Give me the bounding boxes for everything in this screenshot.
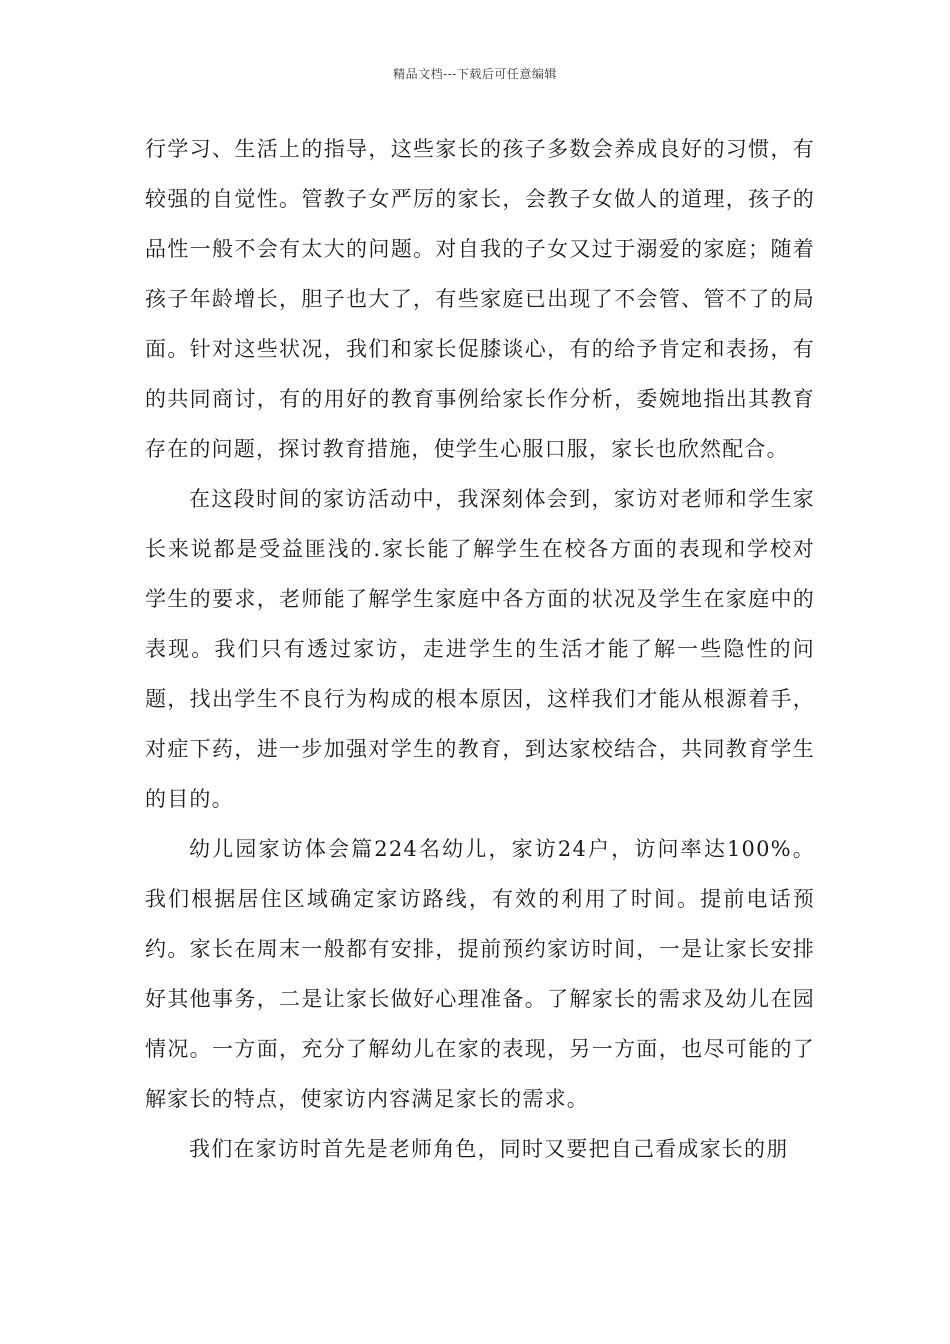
paragraph-kindergarten-visit: 幼儿园家访体会篇224名幼儿，家访24户，访问率达100%。我们根据居住区域确定家访路线，有效的利用了时间。提前电话预约。家长在周末一般都有安排，提前预约家访时间，一是让家长安排好其他事务，二是让家长做好心理准备。了解家长的需求及幼儿在园情况。一方面，充分了解幼儿在家的表现，另一方面，也尽可能的了解家长的特点，使家访内容满足家长的需求。	[145, 837, 815, 1111]
paragraph-teacher-role: 我们在家访时首先是老师角色，同时又要把自己看成家长的朋	[189, 1137, 789, 1161]
page-header: 精品文档---下载后可任意编辑	[393, 67, 557, 81]
document-body	[145, 124, 815, 1174]
paragraph-home-visit-reflection: 在这段时间的家访活动中，我深刻体会到，家访对老师和学生家长来说都是受益匪浅的.家长能了解学生在校各方面的表现和学校对学生的要求，老师能了解学生家庭中各方面的状况及学生在家庭中的表现。我们只有透过家访，走进学生的生活才能了解一些隐性的问题，找出学生不良行为构成的根本原因，这样我们才能从根源着手，对症下药，进一步加强对学生的教育，到达家校结合，共同教育学生的目的。	[145, 487, 815, 811]
paragraph-continuation: 行学习、生活上的指导，这些家长的孩子多数会养成良好的习惯，有较强的自觉性。管教子女严厉的家长，会教子女做人的道理，孩子的品性一般不会有太大的问题。对自我的子女又过于溺爱的家庭；随着孩子年龄增长，胆子也大了，有些家庭已出现了不会管、管不了的局面。针对这些状况，我们和家长促膝谈心，有的给予肯定和表扬，有的共同商讨，有的用好的教育事例给家长作分析，委婉地指出其教育存在的问题，探讨教育措施，使学生心服口服，家长也欣然配合。	[145, 137, 815, 461]
